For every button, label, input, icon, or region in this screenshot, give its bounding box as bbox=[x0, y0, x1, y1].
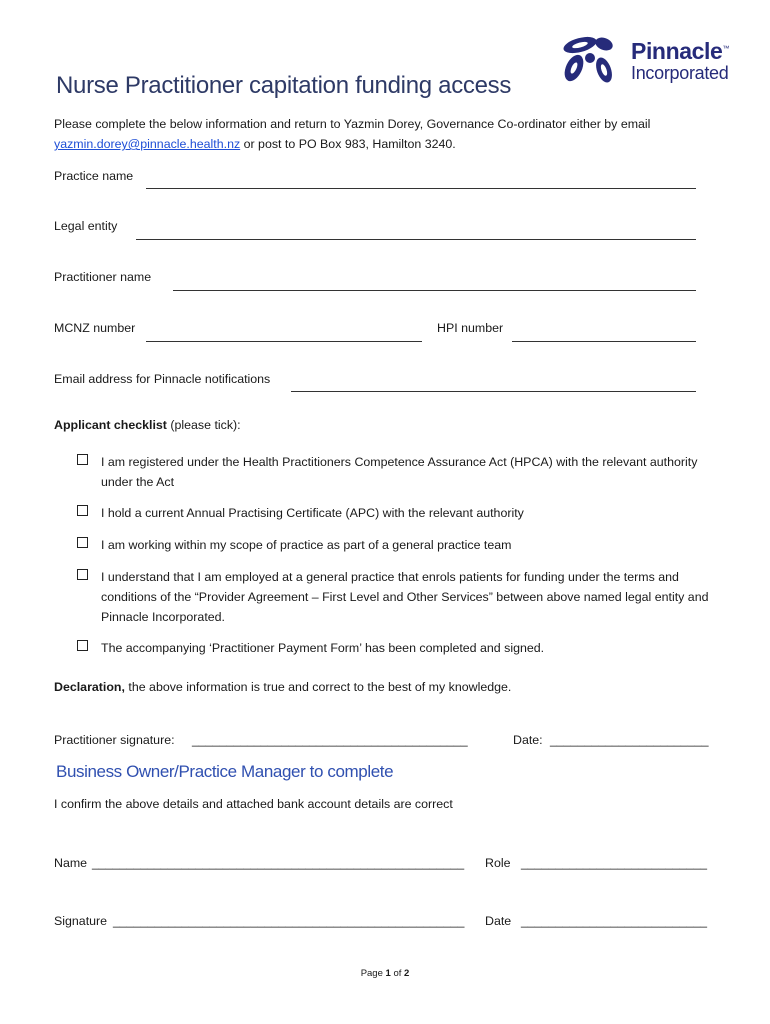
practitioner-signature-label: Practitioner signature: bbox=[54, 733, 175, 747]
checkbox-payment-form[interactable] bbox=[77, 640, 88, 651]
legal-entity-label: Legal entity bbox=[54, 219, 118, 233]
owner-role-field[interactable]: ___________________________ bbox=[521, 856, 708, 870]
owner-signature-field[interactable]: ___________________________________________________ bbox=[113, 914, 465, 928]
practitioner-signature-field[interactable]: ________________________________________ bbox=[192, 733, 468, 747]
mcnz-number-field[interactable] bbox=[146, 341, 422, 342]
declaration-text: the above information is true and correct to the best of my knowledge. bbox=[124, 680, 512, 694]
page-of: of bbox=[390, 968, 405, 979]
email-notifications-field[interactable] bbox=[291, 391, 696, 392]
business-heading: Business Owner/Practice Manager to complete bbox=[56, 762, 394, 781]
checklist-item-hpca: I am registered under the Health Practitioners Competence Assurance Act (HPCA) with the relevant authority under the Act bbox=[101, 455, 698, 489]
checklist-heading-suffix: (please tick): bbox=[166, 418, 241, 432]
page-prefix: Page bbox=[360, 968, 386, 979]
checklist-item-employment: I understand that I am employed at a general practice that enrols patients for funding under the terms and conditions of the “Provider Agreement – First Level and Other Services” between above named legal entity and Pinnacle Incorporated. bbox=[101, 570, 709, 624]
hpi-number-label: HPI number bbox=[437, 321, 504, 335]
business-confirm-text: I confirm the above details and attached bank account details are correct bbox=[54, 797, 453, 811]
practitioner-date-field[interactable]: _______________________ bbox=[550, 733, 709, 747]
practitioner-name-field[interactable] bbox=[173, 290, 696, 291]
checkbox-employment[interactable] bbox=[77, 569, 88, 580]
form-title: Nurse Practitioner capitation funding access bbox=[56, 72, 512, 99]
pinnacle-logo bbox=[558, 32, 748, 86]
intro-text: Please complete the below information and return to Yazmin Dorey, Governance Co-ordinator either by email bbox=[54, 117, 651, 131]
checkbox-apc[interactable] bbox=[77, 505, 88, 516]
page-number bbox=[0, 968, 770, 979]
checklist-item-scope: I am working within my scope of practice as part of a general practice team bbox=[101, 538, 512, 552]
owner-name-label: Name bbox=[54, 856, 88, 870]
owner-date-label: Date bbox=[485, 914, 512, 928]
intro-paragraph bbox=[54, 114, 734, 154]
owner-signature-label: Signature bbox=[54, 914, 108, 928]
checklist-item-payment-form: The accompanying ‘Practitioner Payment Form’ has been completed and signed. bbox=[101, 641, 545, 655]
checklist-heading-bold: Applicant checklist bbox=[54, 418, 167, 432]
email-link[interactable]: yazmin.dorey@pinnacle.health.nz bbox=[54, 137, 241, 151]
practitioner-name-label: Practitioner name bbox=[54, 270, 152, 284]
logo-tm: ™ bbox=[722, 45, 730, 53]
intro-tail: or post to PO Box 983, Hamilton 3240. bbox=[240, 137, 456, 151]
owner-date-field[interactable]: ___________________________ bbox=[521, 914, 708, 928]
checkbox-scope[interactable] bbox=[77, 537, 88, 548]
practice-name-field[interactable] bbox=[146, 188, 696, 189]
pinnacle-flower-icon bbox=[558, 32, 624, 86]
legal-entity-field[interactable] bbox=[136, 239, 696, 240]
page-total: 2 bbox=[404, 968, 410, 979]
declaration-bold: Declaration, bbox=[54, 680, 125, 694]
owner-role-label: Role bbox=[485, 856, 511, 870]
logo-sub: Incorporated bbox=[631, 63, 729, 83]
logo-name: Pinnacle bbox=[631, 38, 723, 64]
declaration bbox=[54, 680, 511, 694]
practice-name-label: Practice name bbox=[54, 169, 134, 183]
checklist-heading bbox=[54, 418, 241, 432]
mcnz-number-label: MCNZ number bbox=[54, 321, 136, 335]
email-notifications-label: Email address for Pinnacle notifications bbox=[54, 372, 271, 386]
owner-name-field[interactable]: ______________________________________________________ bbox=[92, 856, 465, 870]
checklist-item-apc: I hold a current Annual Practising Certificate (APC) with the relevant authority bbox=[101, 506, 524, 520]
practitioner-date-label: Date: bbox=[513, 733, 543, 747]
checkbox-hpca[interactable] bbox=[77, 454, 88, 465]
page-current: 1 bbox=[385, 968, 391, 979]
hpi-number-field[interactable] bbox=[512, 341, 696, 342]
